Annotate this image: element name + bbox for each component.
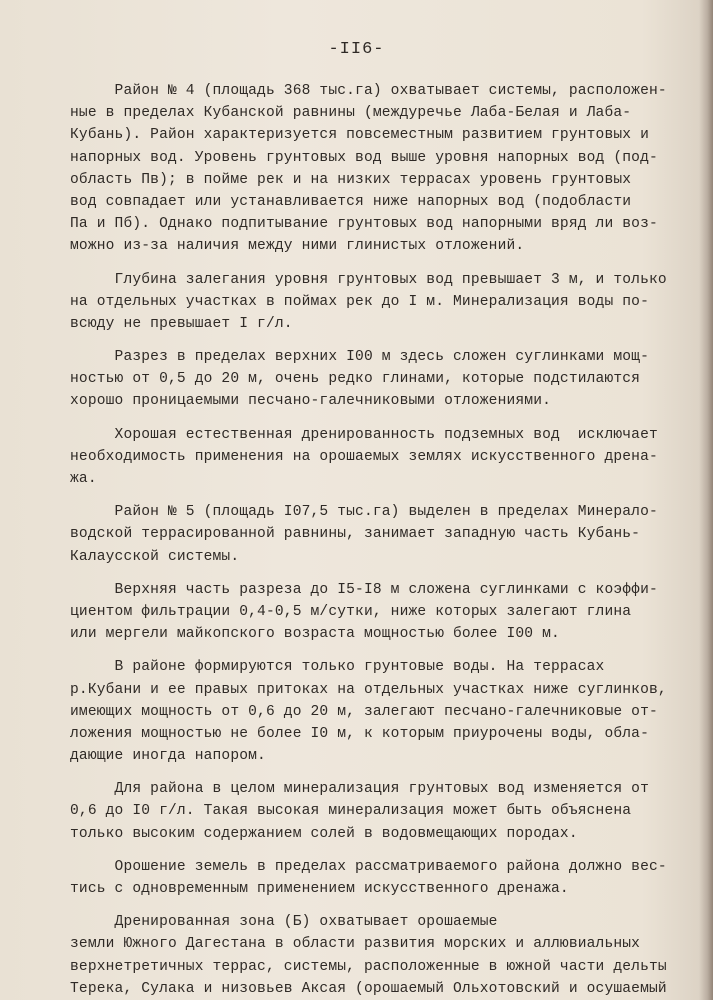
text-line: область Пв); в пойме рек и на низких террасах уровень грунтовых [70,171,632,188]
text-line: циентом фильтрации 0,4-0,5 м/сутки, ниже которых залегают глина [70,603,632,620]
paragraph [70,269,708,336]
text-line: В районе формируются только грунтовые воды. На террасах [70,659,605,676]
text-line: необходимость применения на орошаемых землях искусственного дрена- [70,448,658,465]
text-line: Глубина залегания уровня грунтовых вод превышает 3 м, и только [70,271,667,288]
paragraph-gap [70,845,708,856]
text-line: верхнетретичных террас, системы, расположенные в южной части дельты [70,958,667,975]
text-line: вод совпадает или устанавливается ниже напорных вод (подобласти [70,193,632,210]
paragraph-gap [70,900,708,911]
text-line: дающие иногда напором. [70,748,266,765]
paragraph-gap [70,767,708,778]
text-line: 0,6 до I0 г/л. Такая высокая минерализация может быть объяснена [70,803,632,820]
text-line: жа. [70,471,97,487]
text-line: тись с одновременным применением искусственного дренажа. [70,881,569,897]
paragraph-gap [70,335,708,346]
text-line: можно из-за наличия между ними глинистых отложений. [70,238,525,255]
paragraph [70,579,708,646]
text-line: всюду не превышает I г/л. [70,315,293,332]
text-line: Разрез в пределах верхних I00 м здесь сложен суглинками мощ- [70,349,649,366]
text-line: имеющих мощность от 0,6 до 20 м, залегают песчано-галечниковые от- [70,703,658,720]
text-line: только высоким содержанием солей в водовмещающих породах. [70,825,578,842]
text-line: Верхняя часть разреза до I5-I8 м сложена суглинками с коэффи- [70,581,658,598]
text-line: Район № 4 (площадь 368 тыс.га) охватывает системы, расположен- [70,83,667,99]
page-number: -II6- [328,40,385,59]
paragraph [70,80,708,258]
paragraph [70,856,708,900]
paragraph [70,424,708,491]
paragraph [70,501,708,568]
paragraph [70,346,708,413]
text-line: или мергели майкопского возраста мощностью более I00 м. [70,626,560,643]
text-line: ностью от 0,5 до 20 м, очень редко глинами, которые подстилаются [70,371,641,388]
paragraph-gap [70,258,708,269]
text-line: Для района в целом минерализация грунтовых вод изменяется от [70,781,649,798]
paragraph [70,778,708,845]
paragraph [70,656,708,767]
text-line: Район № 5 (площадь I07,5 тыс.га) выделен в пределах Минерало- [70,504,658,521]
document-body [70,80,708,1000]
paragraph-gap [70,490,708,501]
paragraph-gap [70,645,708,656]
text-line: Па и Пб). Однако подпитывание грунтовых вод напорными вряд ли воз- [70,216,658,233]
text-line: напорных вод. Уровень грунтовых вод выше уровня напорных вод (под- [70,149,658,166]
text-line: водской террасированной равнины, занимает западную часть Кубань- [70,526,641,543]
text-line: Терека, Сулака и низовьев Аксая (орошаемый Ольхотовский и осушаемый [70,980,667,997]
paragraph [70,911,708,1000]
text-line: р.Кубани и ее правых притоках на отдельных участках ниже суглинков, [70,681,667,698]
text-line: Калаусской системы. [70,548,240,565]
text-line: Дренированная зона (Б) охватывает орошаемые [70,914,498,931]
text-line: на отдельных участках в поймах рек до I м. Минерализация воды по- [70,293,649,310]
text-line: ные в пределах Кубанской равнины (междуречье Лаба-Белая и Лаба- [70,105,632,122]
text-line: Орошение земель в пределах рассматриваемого района должно вес- [70,858,667,875]
text-line: хорошо проницаемыми песчано-галечниковыми отложениями. [70,393,552,410]
text-line: Кубань). Район характеризуется повсеместным развитием грунтовых и [70,127,649,144]
text-line: ложения мощностью не более I0 м, к которым приурочены воды, обла- [70,725,649,742]
text-line: Хорошая естественная дренированность подземных вод исключает [70,426,658,443]
paragraph-gap [70,568,708,579]
paragraph-gap [70,413,708,424]
text-line: земли Южного Дагестана в области развития морских и аллювиальных [70,936,641,953]
